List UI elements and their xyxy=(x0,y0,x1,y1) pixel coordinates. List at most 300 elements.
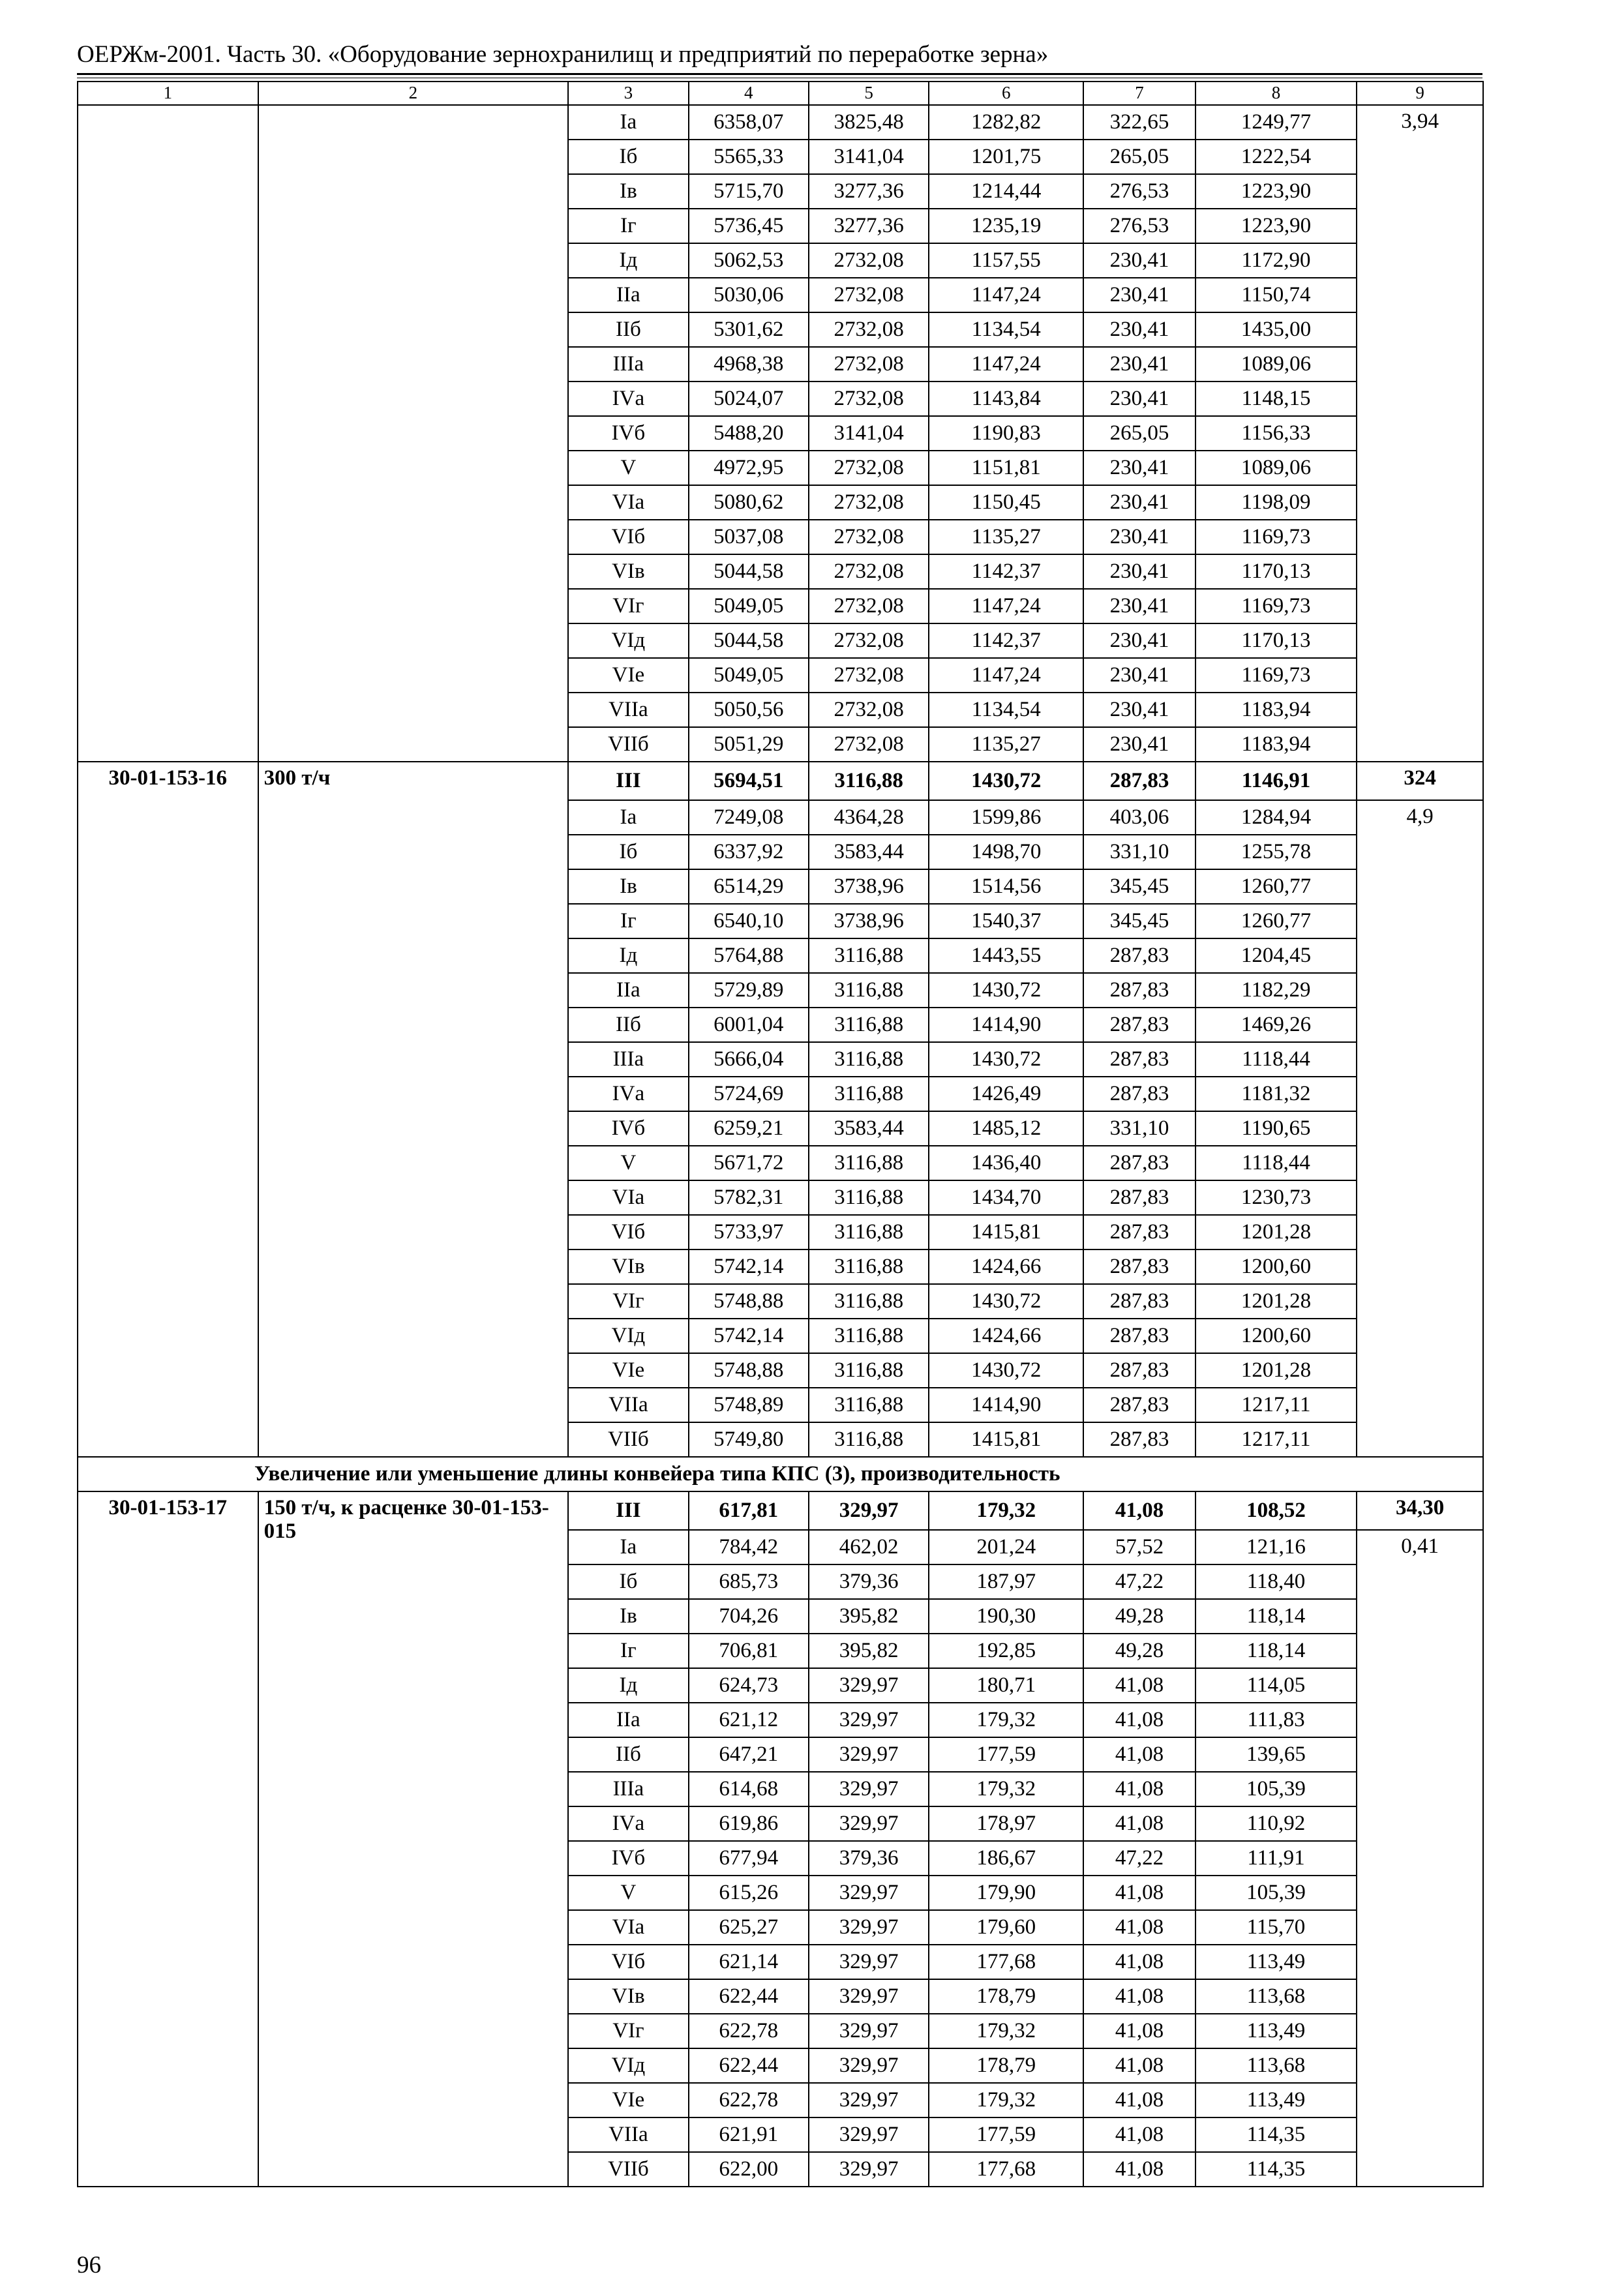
machines-cell: 1414,90 xyxy=(929,1008,1083,1042)
machines-cell: 1147,24 xyxy=(929,589,1083,623)
total-cost-cell: 5565,33 xyxy=(689,140,809,174)
wages-cell: 3583,44 xyxy=(809,1111,929,1146)
column-number: 5 xyxy=(809,82,929,105)
machinist-wages-cell: 230,41 xyxy=(1083,658,1195,693)
materials-cell: 1181,32 xyxy=(1195,1077,1357,1111)
machinist-wages-cell: 265,05 xyxy=(1083,140,1195,174)
wages-cell: 329,97 xyxy=(809,1668,929,1703)
machines-cell: 1282,82 xyxy=(929,105,1083,140)
wages-cell: 3116,88 xyxy=(809,1422,929,1457)
labor-cell: 34,30 xyxy=(1357,1491,1483,1530)
wages-cell: 3116,88 xyxy=(809,1042,929,1077)
wages-cell: 3116,88 xyxy=(809,1284,929,1319)
total-cost-cell: 5764,88 xyxy=(689,938,809,973)
materials-cell: 1222,54 xyxy=(1195,140,1357,174)
materials-cell: 111,83 xyxy=(1195,1703,1357,1737)
materials-cell: 1201,28 xyxy=(1195,1353,1357,1388)
materials-cell: 1249,77 xyxy=(1195,105,1357,140)
wages-cell: 329,97 xyxy=(809,2048,929,2083)
machines-cell: 1415,81 xyxy=(929,1215,1083,1249)
zone-cell: IIIа xyxy=(568,347,688,382)
wages-cell: 3116,88 xyxy=(809,1249,929,1284)
zone-cell: Iв xyxy=(568,174,688,209)
wages-cell: 2732,08 xyxy=(809,347,929,382)
wages-cell: 3116,88 xyxy=(809,1353,929,1388)
total-cost-cell: 615,26 xyxy=(689,1876,809,1910)
machines-cell: 1430,72 xyxy=(929,1284,1083,1319)
machines-cell: 178,79 xyxy=(929,1979,1083,2014)
materials-cell: 118,40 xyxy=(1195,1564,1357,1599)
machinist-wages-cell: 41,08 xyxy=(1083,2152,1195,2187)
machinist-wages-cell: 47,22 xyxy=(1083,1841,1195,1876)
zone-cell: VIIб xyxy=(568,727,688,762)
machinist-wages-cell: 287,83 xyxy=(1083,1008,1195,1042)
machines-cell: 179,32 xyxy=(929,1703,1083,1737)
table-row xyxy=(78,105,1483,140)
machinist-wages-cell: 331,10 xyxy=(1083,1111,1195,1146)
zone-cell: VIIа xyxy=(568,693,688,727)
machinist-wages-cell: 287,83 xyxy=(1083,1146,1195,1180)
machinist-wages-cell: 265,05 xyxy=(1083,416,1195,451)
total-cost-cell: 5733,97 xyxy=(689,1215,809,1249)
wages-cell: 3116,88 xyxy=(809,1215,929,1249)
machines-cell: 1157,55 xyxy=(929,243,1083,278)
machines-cell: 1436,40 xyxy=(929,1146,1083,1180)
zone-cell: IIа xyxy=(568,973,688,1008)
materials-cell: 1170,13 xyxy=(1195,554,1357,589)
total-cost-cell: 6259,21 xyxy=(689,1111,809,1146)
wages-cell: 2732,08 xyxy=(809,658,929,693)
machines-cell: 1540,37 xyxy=(929,904,1083,938)
wages-cell: 2732,08 xyxy=(809,312,929,347)
machines-cell: 177,59 xyxy=(929,2117,1083,2152)
materials-cell: 111,91 xyxy=(1195,1841,1357,1876)
machines-cell: 1235,19 xyxy=(929,209,1083,243)
materials-cell: 1156,33 xyxy=(1195,416,1357,451)
wages-cell: 3116,88 xyxy=(809,1077,929,1111)
materials-cell: 1201,28 xyxy=(1195,1215,1357,1249)
total-cost-cell: 5488,20 xyxy=(689,416,809,451)
machinist-wages-cell: 230,41 xyxy=(1083,693,1195,727)
machines-cell: 1430,72 xyxy=(929,1042,1083,1077)
materials-cell: 1190,65 xyxy=(1195,1111,1357,1146)
machinist-wages-cell: 287,83 xyxy=(1083,1422,1195,1457)
wages-cell: 395,82 xyxy=(809,1599,929,1634)
materials-cell: 1255,78 xyxy=(1195,835,1357,869)
total-cost-cell: 4968,38 xyxy=(689,347,809,382)
total-cost-cell: 5044,58 xyxy=(689,623,809,658)
wages-cell: 329,97 xyxy=(809,1945,929,1979)
table-body xyxy=(78,82,1483,2187)
total-cost-cell: 5742,14 xyxy=(689,1319,809,1353)
zone-cell: VIг xyxy=(568,1284,688,1319)
total-cost-cell: 706,81 xyxy=(689,1634,809,1668)
machinist-wages-cell: 41,08 xyxy=(1083,1910,1195,1945)
section-heading: Увеличение или уменьшение длины конвейера типа КПС (3), производительность xyxy=(78,1457,1483,1491)
wages-cell: 329,97 xyxy=(809,1703,929,1737)
zone-cell: VIIб xyxy=(568,2152,688,2187)
machines-cell: 1430,72 xyxy=(929,762,1083,800)
total-cost-cell: 5729,89 xyxy=(689,973,809,1008)
machines-cell: 1147,24 xyxy=(929,278,1083,312)
zone-cell: V xyxy=(568,1146,688,1180)
materials-cell: 105,39 xyxy=(1195,1772,1357,1806)
column-number-row xyxy=(78,82,1483,105)
total-cost-cell: 5749,80 xyxy=(689,1422,809,1457)
machines-cell: 187,97 xyxy=(929,1564,1083,1599)
labor-cell: 4,9 xyxy=(1357,800,1483,1457)
machinist-wages-cell: 49,28 xyxy=(1083,1634,1195,1668)
zone-cell: VIд xyxy=(568,2048,688,2083)
materials-cell: 1118,44 xyxy=(1195,1042,1357,1077)
machines-cell: 1485,12 xyxy=(929,1111,1083,1146)
zone-cell: VIв xyxy=(568,1249,688,1284)
materials-cell: 1089,06 xyxy=(1195,347,1357,382)
machinist-wages-cell: 287,83 xyxy=(1083,1388,1195,1422)
total-cost-cell: 704,26 xyxy=(689,1599,809,1634)
machinist-wages-cell: 41,08 xyxy=(1083,2048,1195,2083)
total-cost-cell: 621,91 xyxy=(689,2117,809,2152)
total-cost-cell: 625,27 xyxy=(689,1910,809,1945)
machines-cell: 1134,54 xyxy=(929,693,1083,727)
machines-cell: 179,32 xyxy=(929,2083,1083,2117)
machines-cell: 1430,72 xyxy=(929,973,1083,1008)
wages-cell: 3116,88 xyxy=(809,938,929,973)
wages-cell: 329,97 xyxy=(809,2083,929,2117)
wages-cell: 329,97 xyxy=(809,1737,929,1772)
zone-cell: Iб xyxy=(568,1564,688,1599)
rate-name: 150 т/ч, к расценке 30-01-153-015 xyxy=(258,1491,569,2187)
total-cost-cell: 617,81 xyxy=(689,1491,809,1530)
machinist-wages-cell: 403,06 xyxy=(1083,800,1195,835)
machines-cell: 179,60 xyxy=(929,1910,1083,1945)
table-row xyxy=(78,1491,1483,1530)
zone-cell: V xyxy=(568,451,688,485)
wages-cell: 3116,88 xyxy=(809,1008,929,1042)
zone-cell: Iв xyxy=(568,1599,688,1634)
machinist-wages-cell: 287,83 xyxy=(1083,1077,1195,1111)
zone-cell: V xyxy=(568,1876,688,1910)
materials-cell: 1169,73 xyxy=(1195,589,1357,623)
materials-cell: 114,35 xyxy=(1195,2117,1357,2152)
total-cost-cell: 647,21 xyxy=(689,1737,809,1772)
total-cost-cell: 5030,06 xyxy=(689,278,809,312)
zone-cell: IVа xyxy=(568,1806,688,1841)
wages-cell: 3116,88 xyxy=(809,1180,929,1215)
materials-cell: 1183,94 xyxy=(1195,727,1357,762)
machinist-wages-cell: 230,41 xyxy=(1083,520,1195,554)
machines-cell: 1143,84 xyxy=(929,382,1083,416)
machinist-wages-cell: 41,08 xyxy=(1083,1979,1195,2014)
wages-cell: 329,97 xyxy=(809,2014,929,2048)
page-header: ОЕРЖм-2001. Часть 30. «Оборудование зернохранилищ и предприятий по переработке зерна» xyxy=(77,41,1049,68)
zone-cell: IVб xyxy=(568,1111,688,1146)
wages-cell: 2732,08 xyxy=(809,554,929,589)
wages-cell: 329,97 xyxy=(809,1772,929,1806)
materials-cell: 113,49 xyxy=(1195,2083,1357,2117)
machines-cell: 179,32 xyxy=(929,2014,1083,2048)
zone-cell: VIе xyxy=(568,2083,688,2117)
total-cost-cell: 622,44 xyxy=(689,1979,809,2014)
materials-cell: 1183,94 xyxy=(1195,693,1357,727)
machines-cell: 177,68 xyxy=(929,1945,1083,1979)
zone-cell: VIа xyxy=(568,485,688,520)
zone-cell: VIIа xyxy=(568,2117,688,2152)
materials-cell: 1169,73 xyxy=(1195,658,1357,693)
machinist-wages-cell: 287,83 xyxy=(1083,1215,1195,1249)
labor-cell: 3,94 xyxy=(1357,105,1483,762)
zone-cell: VIд xyxy=(568,623,688,658)
wages-cell: 329,97 xyxy=(809,1979,929,2014)
wages-cell: 3583,44 xyxy=(809,835,929,869)
machines-cell: 1147,24 xyxy=(929,347,1083,382)
rate-name: 300 т/ч xyxy=(258,762,569,1457)
total-cost-cell: 6540,10 xyxy=(689,904,809,938)
rate-code: 30-01-153-17 xyxy=(78,1491,258,2187)
total-cost-cell: 5748,88 xyxy=(689,1353,809,1388)
wages-cell: 329,97 xyxy=(809,1910,929,1945)
machinist-wages-cell: 230,41 xyxy=(1083,589,1195,623)
materials-cell: 113,49 xyxy=(1195,1945,1357,1979)
column-number: 3 xyxy=(568,82,688,105)
materials-cell: 1182,29 xyxy=(1195,973,1357,1008)
machinist-wages-cell: 230,41 xyxy=(1083,243,1195,278)
zone-cell: VIб xyxy=(568,1215,688,1249)
column-number: 4 xyxy=(689,82,809,105)
machinist-wages-cell: 41,08 xyxy=(1083,2014,1195,2048)
total-cost-cell: 6001,04 xyxy=(689,1008,809,1042)
materials-cell: 1230,73 xyxy=(1195,1180,1357,1215)
total-cost-cell: 5024,07 xyxy=(689,382,809,416)
machinist-wages-cell: 287,83 xyxy=(1083,973,1195,1008)
machinist-wages-cell: 287,83 xyxy=(1083,1353,1195,1388)
machinist-wages-cell: 287,83 xyxy=(1083,1180,1195,1215)
machinist-wages-cell: 287,83 xyxy=(1083,1319,1195,1353)
machinist-wages-cell: 41,08 xyxy=(1083,1491,1195,1530)
zone-cell: IVа xyxy=(568,382,688,416)
materials-cell: 1148,15 xyxy=(1195,382,1357,416)
materials-cell: 1172,90 xyxy=(1195,243,1357,278)
wages-cell: 3116,88 xyxy=(809,1388,929,1422)
zone-cell: Iг xyxy=(568,209,688,243)
materials-cell: 139,65 xyxy=(1195,1737,1357,1772)
wages-cell: 2732,08 xyxy=(809,520,929,554)
machinist-wages-cell: 47,22 xyxy=(1083,1564,1195,1599)
machinist-wages-cell: 345,45 xyxy=(1083,904,1195,938)
machinist-wages-cell: 41,08 xyxy=(1083,1668,1195,1703)
zone-cell: IIа xyxy=(568,278,688,312)
machinist-wages-cell: 230,41 xyxy=(1083,623,1195,658)
total-cost-cell: 5301,62 xyxy=(689,312,809,347)
machinist-wages-cell: 287,83 xyxy=(1083,1042,1195,1077)
rate-name xyxy=(258,105,569,762)
total-cost-cell: 621,12 xyxy=(689,1703,809,1737)
machines-cell: 1498,70 xyxy=(929,835,1083,869)
zone-cell: Iг xyxy=(568,904,688,938)
machines-cell: 179,32 xyxy=(929,1772,1083,1806)
total-cost-cell: 5050,56 xyxy=(689,693,809,727)
wages-cell: 379,36 xyxy=(809,1564,929,1599)
total-cost-cell: 6514,29 xyxy=(689,869,809,904)
materials-cell: 118,14 xyxy=(1195,1634,1357,1668)
total-cost-cell: 5051,29 xyxy=(689,727,809,762)
machines-cell: 1426,49 xyxy=(929,1077,1083,1111)
machines-cell: 186,67 xyxy=(929,1841,1083,1876)
total-cost-cell: 5742,14 xyxy=(689,1249,809,1284)
materials-cell: 1284,94 xyxy=(1195,800,1357,835)
wages-cell: 2732,08 xyxy=(809,589,929,623)
column-number: 6 xyxy=(929,82,1083,105)
machinist-wages-cell: 287,83 xyxy=(1083,1284,1195,1319)
machinist-wages-cell: 230,41 xyxy=(1083,727,1195,762)
zone-cell: VIб xyxy=(568,520,688,554)
materials-cell: 1170,13 xyxy=(1195,623,1357,658)
zone-cell: VIе xyxy=(568,1353,688,1388)
machines-cell: 1147,24 xyxy=(929,658,1083,693)
wages-cell: 3738,96 xyxy=(809,904,929,938)
zone-cell: VIа xyxy=(568,1180,688,1215)
machinist-wages-cell: 230,41 xyxy=(1083,451,1195,485)
machines-cell: 1599,86 xyxy=(929,800,1083,835)
machinist-wages-cell: 230,41 xyxy=(1083,312,1195,347)
section-heading-row xyxy=(78,1457,1483,1491)
zone-cell: IIб xyxy=(568,1008,688,1042)
machines-cell: 1142,37 xyxy=(929,554,1083,589)
machines-cell: 1430,72 xyxy=(929,1353,1083,1388)
materials-cell: 113,68 xyxy=(1195,1979,1357,2014)
machinist-wages-cell: 276,53 xyxy=(1083,174,1195,209)
header-rule-thick xyxy=(77,73,1482,75)
materials-cell: 110,92 xyxy=(1195,1806,1357,1841)
total-cost-cell: 5666,04 xyxy=(689,1042,809,1077)
zone-cell: Iб xyxy=(568,835,688,869)
zone-cell: VIд xyxy=(568,1319,688,1353)
machinist-wages-cell: 49,28 xyxy=(1083,1599,1195,1634)
machines-cell: 1424,66 xyxy=(929,1249,1083,1284)
materials-cell: 121,16 xyxy=(1195,1530,1357,1564)
wages-cell: 379,36 xyxy=(809,1841,929,1876)
total-cost-cell: 5736,45 xyxy=(689,209,809,243)
zone-cell: IVа xyxy=(568,1077,688,1111)
machines-cell: 1434,70 xyxy=(929,1180,1083,1215)
machines-cell: 1514,56 xyxy=(929,869,1083,904)
column-number: 2 xyxy=(258,82,569,105)
machines-cell: 178,79 xyxy=(929,2048,1083,2083)
zone-cell: Iа xyxy=(568,800,688,835)
total-cost-cell: 624,73 xyxy=(689,1668,809,1703)
machines-cell: 1214,44 xyxy=(929,174,1083,209)
wages-cell: 329,97 xyxy=(809,2117,929,2152)
wages-cell: 3141,04 xyxy=(809,140,929,174)
rates-table xyxy=(77,81,1484,2187)
zone-cell: IVб xyxy=(568,1841,688,1876)
materials-cell: 1217,11 xyxy=(1195,1422,1357,1457)
materials-cell: 114,35 xyxy=(1195,2152,1357,2187)
total-cost-cell: 677,94 xyxy=(689,1841,809,1876)
zone-cell: III xyxy=(568,1491,688,1530)
machines-cell: 1135,27 xyxy=(929,520,1083,554)
page-number: 96 xyxy=(77,2252,101,2279)
machinist-wages-cell: 287,83 xyxy=(1083,762,1195,800)
machines-cell: 1414,90 xyxy=(929,1388,1083,1422)
materials-cell: 113,68 xyxy=(1195,2048,1357,2083)
materials-cell: 1169,73 xyxy=(1195,520,1357,554)
machinist-wages-cell: 230,41 xyxy=(1083,347,1195,382)
total-cost-cell: 621,14 xyxy=(689,1945,809,1979)
materials-cell: 1260,77 xyxy=(1195,904,1357,938)
materials-cell: 1223,90 xyxy=(1195,209,1357,243)
machines-cell: 1424,66 xyxy=(929,1319,1083,1353)
machinist-wages-cell: 230,41 xyxy=(1083,278,1195,312)
materials-cell: 114,05 xyxy=(1195,1668,1357,1703)
machines-cell: 179,32 xyxy=(929,1491,1083,1530)
wages-cell: 3116,88 xyxy=(809,1319,929,1353)
machinist-wages-cell: 322,65 xyxy=(1083,105,1195,140)
table-row xyxy=(78,762,1483,800)
materials-cell: 113,49 xyxy=(1195,2014,1357,2048)
machines-cell: 1201,75 xyxy=(929,140,1083,174)
zone-cell: VIг xyxy=(568,2014,688,2048)
materials-cell: 1435,00 xyxy=(1195,312,1357,347)
zone-cell: III xyxy=(568,762,688,800)
materials-cell: 1089,06 xyxy=(1195,451,1357,485)
machinist-wages-cell: 230,41 xyxy=(1083,554,1195,589)
machines-cell: 178,97 xyxy=(929,1806,1083,1841)
total-cost-cell: 784,42 xyxy=(689,1530,809,1564)
machinist-wages-cell: 41,08 xyxy=(1083,1772,1195,1806)
materials-cell: 108,52 xyxy=(1195,1491,1357,1530)
materials-cell: 1217,11 xyxy=(1195,1388,1357,1422)
machinist-wages-cell: 287,83 xyxy=(1083,938,1195,973)
zone-cell: IIIа xyxy=(568,1772,688,1806)
zone-cell: VIIб xyxy=(568,1422,688,1457)
wages-cell: 329,97 xyxy=(809,1491,929,1530)
machines-cell: 179,90 xyxy=(929,1876,1083,1910)
wages-cell: 329,97 xyxy=(809,1876,929,1910)
zone-cell: Iв xyxy=(568,869,688,904)
wages-cell: 395,82 xyxy=(809,1634,929,1668)
zone-cell: Iд xyxy=(568,938,688,973)
zone-cell: VIв xyxy=(568,554,688,589)
machines-cell: 1134,54 xyxy=(929,312,1083,347)
machinist-wages-cell: 41,08 xyxy=(1083,1737,1195,1772)
total-cost-cell: 622,78 xyxy=(689,2083,809,2117)
machinist-wages-cell: 41,08 xyxy=(1083,1806,1195,1841)
total-cost-cell: 5694,51 xyxy=(689,762,809,800)
machines-cell: 1190,83 xyxy=(929,416,1083,451)
column-number: 8 xyxy=(1195,82,1357,105)
machinist-wages-cell: 230,41 xyxy=(1083,485,1195,520)
zone-cell: IIIа xyxy=(568,1042,688,1077)
machines-cell: 1135,27 xyxy=(929,727,1083,762)
wages-cell: 3825,48 xyxy=(809,105,929,140)
wages-cell: 2732,08 xyxy=(809,243,929,278)
zone-cell: VIг xyxy=(568,589,688,623)
labor-cell: 324 xyxy=(1357,762,1483,800)
total-cost-cell: 4972,95 xyxy=(689,451,809,485)
machines-cell: 177,59 xyxy=(929,1737,1083,1772)
zone-cell: IIб xyxy=(568,1737,688,1772)
machines-cell: 180,71 xyxy=(929,1668,1083,1703)
zone-cell: Iд xyxy=(568,1668,688,1703)
total-cost-cell: 5044,58 xyxy=(689,554,809,589)
machines-cell: 201,24 xyxy=(929,1530,1083,1564)
wages-cell: 3116,88 xyxy=(809,762,929,800)
wages-cell: 3277,36 xyxy=(809,209,929,243)
total-cost-cell: 5748,88 xyxy=(689,1284,809,1319)
total-cost-cell: 5782,31 xyxy=(689,1180,809,1215)
materials-cell: 1469,26 xyxy=(1195,1008,1357,1042)
